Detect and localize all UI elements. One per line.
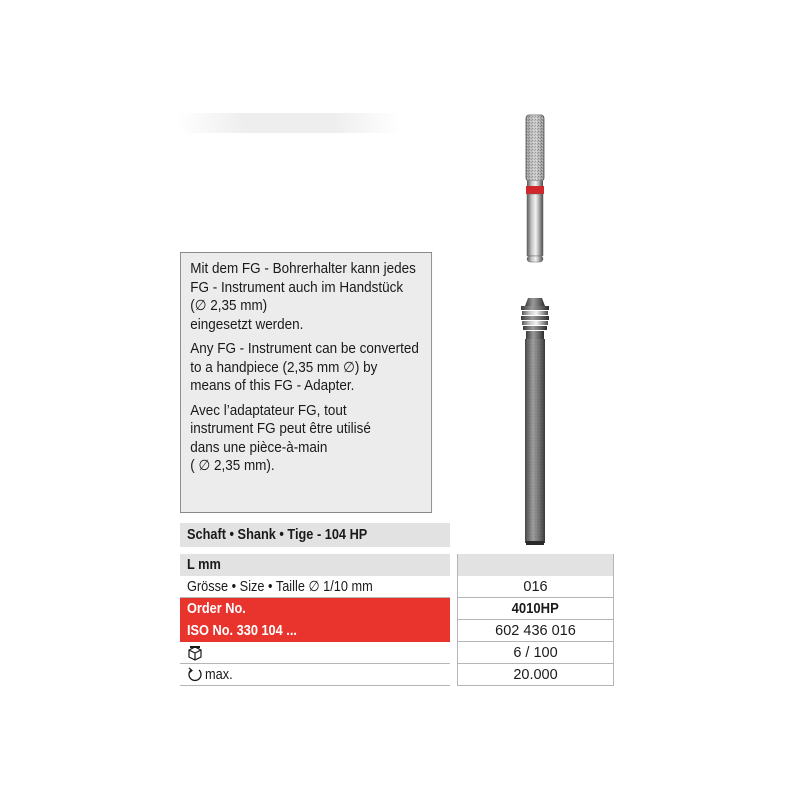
info-text-english: Any FG - Instrument can be converted to a handpiece (2,35 mm ∅) by means of this FG - Adapter.: [190, 341, 419, 394]
size-label-cell: Grösse • Size • Taille ∅ 1/10 mm: [180, 576, 450, 598]
iso-label-cell: ISO No. 330 104 ...: [180, 620, 450, 642]
info-text-french: Avec l’adaptateur FG, tout instrument FG peut être utilisé dans une pièce-à-main ( ∅ 2,35 mm).: [190, 402, 371, 474]
shank-header: Schaft • Shank • Tige - 104 HP: [180, 523, 450, 547]
order-label-cell: Order No.: [180, 598, 450, 620]
l-mm-label-cell: L mm: [180, 554, 450, 576]
package-box-icon: [187, 645, 203, 661]
info-text-box: [180, 252, 432, 513]
order-value-cell: 4010HP: [457, 598, 614, 620]
faint-header-band: [178, 113, 400, 133]
rpm-label-cell: max.: [180, 664, 450, 686]
size-value-cell: 016: [457, 576, 614, 598]
l-mm-value-cell: [457, 554, 614, 576]
iso-value-cell: 602 436 016: [457, 620, 614, 642]
rpm-value-cell: 20.000: [457, 664, 614, 686]
pack-label-cell: [180, 642, 450, 664]
fg-adapter: [521, 298, 549, 545]
info-text-german: Mit dem FG - Bohrerhalter kann jedes FG - Instrument auch im Handstück (∅ 2,35 mm) eingesetzt werden.: [190, 261, 416, 333]
instrument-illustration: [505, 110, 565, 550]
red-color-ring: [526, 186, 544, 194]
bur-instrument: [526, 115, 544, 262]
rotation-arrow-icon: [187, 667, 203, 683]
pack-value-cell: 6 / 100: [457, 642, 614, 664]
